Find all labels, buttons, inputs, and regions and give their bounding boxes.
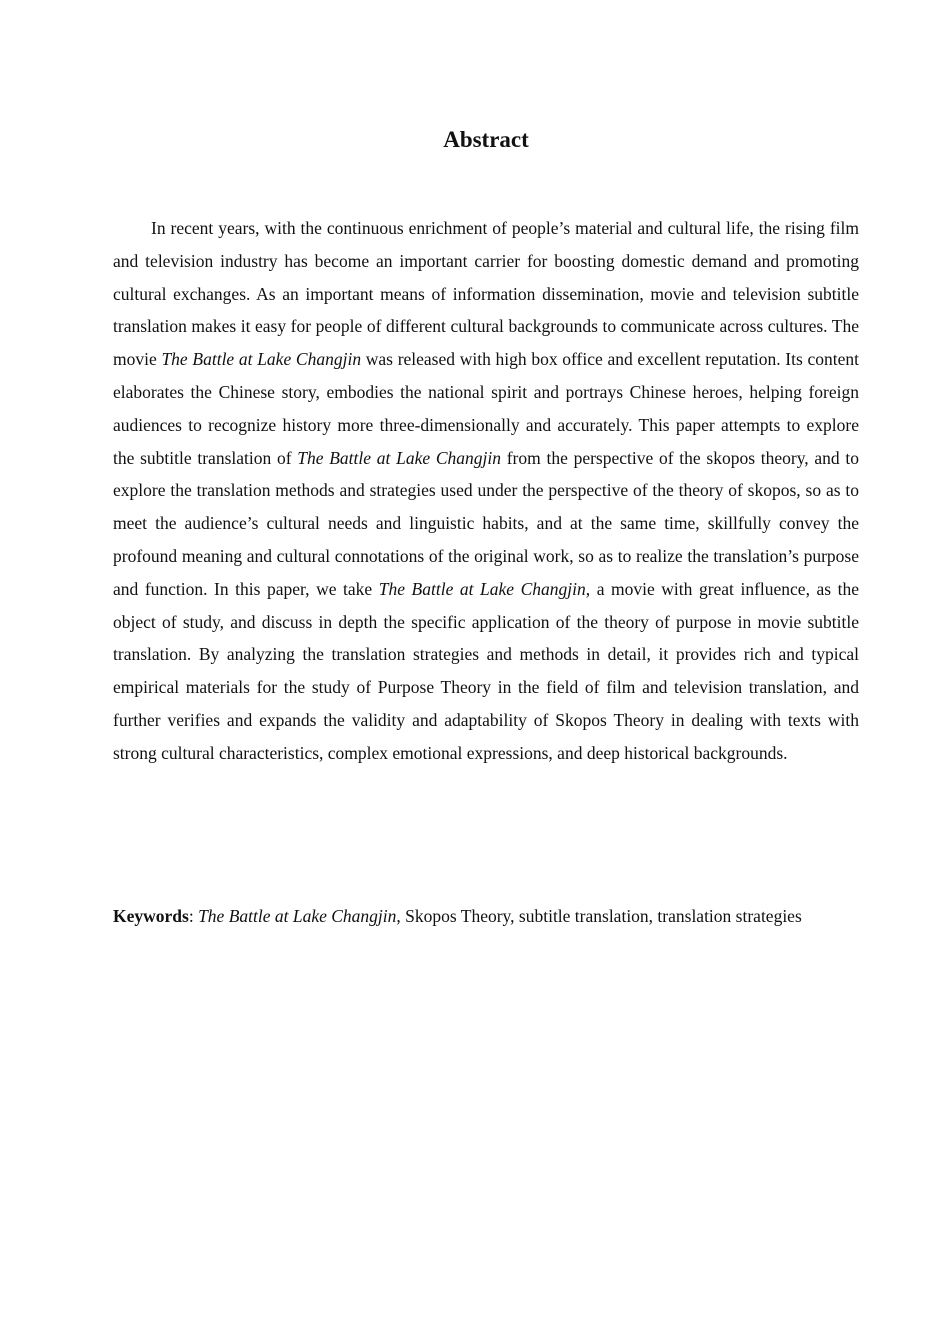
- keywords-label: Keywords: [113, 906, 189, 926]
- abstract-text-3: from the perspective of the skopos theory, and to explore the translation methods and strategies used under the perspective of the theory of skopos, so as to meet the audience’s cultural needs and linguistic habits, and at the same time, skillfully convey the profound meaning and cultural connotations of the original work, so as to realize the translation’s purpose and function. In this paper, we take: [113, 447, 860, 599]
- keywords-list: , Skopos Theory, subtitle translation, translation strategies: [396, 906, 802, 926]
- film-title-italic: The Battle at Lake Changjin: [378, 578, 586, 599]
- keywords-separator: :: [188, 906, 194, 926]
- abstract-text-1: In recent years, with the continuous enrichment of people’s material and cultural life, the rising film and television industry has become an important carrier for boosting domestic demand and promoting cultural exchanges. As an important means of information dissemination, movie and television subtitle translation makes it easy for people of different cultural backgrounds to communicate across cultures. The movie: [113, 218, 859, 370]
- page-title: Abstract: [443, 127, 529, 152]
- keyword-film-title: The Battle at Lake Changjin: [198, 906, 397, 926]
- abstract-paragraph: [113, 212, 859, 770]
- film-title-italic: The Battle at Lake Changjin: [161, 349, 362, 370]
- abstract-text-4: , a movie with great influence, as the object of study, and discuss in depth the specific application of the theory of purpose in movie subtitle translation. By analyzing the translation strategies and methods in detail, it provides rich and typical empirical materials for the study of Purpose Theory in the field of film and television translation, and further verifies and expands the validity and adaptability of Skopos Theory in dealing with texts with strong cultural characteristics, complex emotional expressions, and deep historical backgrounds.: [113, 578, 859, 763]
- abstract-text-2: was released with high box office and excellent reputation. Its content elaborates the Chinese story, embodies the national spirit and portrays Chinese heroes, helping foreign audiences to recognize history more three-dimensionally and accurately. This paper attempts to explore the subtitle translation of: [113, 349, 860, 468]
- film-title-italic: The Battle at Lake Changjin: [297, 447, 501, 468]
- keywords-line: [113, 900, 859, 933]
